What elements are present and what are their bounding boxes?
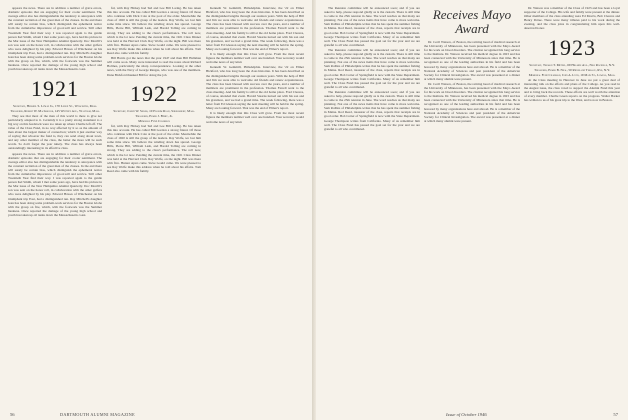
article-text: They see that most of the men of this world is there to give not particularly adapted to it. Certainly it is a pretty strong statement to a big way on this feedstock were too taken up where Charlie left off. The value of the Class Fund, in no way affected by it so as the amount of men about the largest maker of connection; which it just another way of saying that whoever the fund is, they can send along about town, and any other member of the class, the better the more will be such words. So don't forget the year ninety. The class has always been outstandingly interesting in its effective class. (8, 113, 102, 151)
class-year-heading: 1922 (130, 80, 178, 106)
right-col-2 (424, 6, 520, 406)
article-text: The Reunion committee will be announced soon; and if you are asked to help, please respond gladly as is the custom. There is still time to come to the 25th reunion in June. The word reaches us that many are planning. Not one of the news items that have come is more welcome. Sam Rollins of Philadelphia writes that he has spent the summer fishing in Maine. Rod Reed, treasurer of the class, reports that receipts are in good order. Bob Cotter of Springfield is now with the State Department. George Thompson writes from California. Many of us remember him well. The Class Fund has passed the goal set for the year and we are grateful to all who contributed. (324, 47, 420, 89)
article-text: At the Class meeting in Hanover in June we put a great deal of interesting talk on the efforts and plans of the College. As you read in the August issue, the class voted to support the Alumni Fund this year and to bring back the records. These efforts are well worth the attention of every member. Charlie Green reports on the progress. Walter Barker has written to us of his great trip to the West, and is now in Boston. (524, 77, 620, 103)
article-title: Receives Mayo Award (432, 7, 512, 36)
right-page (316, 0, 628, 420)
memorial-fund-label: Memorial Fund Chairman (138, 118, 170, 123)
class-secretary: Secretary, Truman T. Metzel, 69 Hillside Ave., New Rochelle, N.Y. (529, 62, 615, 67)
article-text: It is likely enough that this Class will grow. From the most recent figures the members number well over one hundred. Your secretary would welcome news of any kind. (206, 52, 304, 65)
left-page (0, 0, 312, 420)
page-number: 56 (10, 412, 15, 417)
class-secretary: Secretary, Joseph W. Seiler, 10 Pilgrim Road, Shrewsbury, Mass. (113, 108, 195, 113)
left-col-1 (8, 6, 102, 406)
article-text: Bill Harris got the news that the year 1947 and then Bill Hallahan will come soon. Many were interested to read the notes about Richard Holmes, particularly the sharp correspondence. Looking at the other news, with the Navy of George Ranges, who was one of the members. Dana Bickford thanked Bill for doing the job. (107, 56, 201, 77)
article-text: appears the news. There are in addition a number of grave errors, dramatic episodes that are engaging for their cooler sentiment. The average editor also has distinguishable the tendency to annoyance with the constant recitation of the great men of the classes. In the end there will surely be certain bias, which distinguish the ephemeral notice from the cumulative importance of good-will and service. Still other Twentieth Year find their way. I was reported again to the gentle person Kel Smith, whom I met some years ago, have had his picture in the Mar issue of the New Hampshire Alumni Quarterly. Doc Morrill's son was sent on the honor roll, in collaboration with the other golfers who were delighted by his play. Edward Hawes of Winchester on his triumphant trip East, had a distinguished run. Ray Mitchell's daughter Jean has been doing some problem-work services for the Boston Globe with the group on fire, which, with the footwork was the Summer business. Once reported the damage of the young high school and youth has taken up oil tanks down the Massachusetts coast. (8, 6, 102, 72)
article-text: The Reunion committee will be announced soon; and if you are asked to help, please respond gladly as is the custom. There is still time to come to the 25th reunion in June. The word reaches us that many are planning. Not one of the news items that have come is more welcome. Sam Rollins of Philadelphia writes that he has spent the summer fishing in Maine. Rod Reed, treasurer of the class, reports that receipts are in good order. Bob Cotter of Springfield is now with the State Department. George Thompson writes from California. Many of us remember him well. The Class Fund has passed the goal set for the year and we are grateful to all who contributed. (324, 89, 420, 131)
article-text: Dr. Cecil Watson, of Boston, the retiring head of medical research at the University of Minnesota, has been presented with the Mayo Award for his work on blood disorders. The citation recognized his long service to the Institute. Dr. Watson received his medical degree in 1923 and has been connected with the University of Minnesota since that time. He is recognized as one of the leading authorities in his field and has been honored by many organizations here and abroad. He is a member of the National Academy of Sciences and past president of the American Society for Clinical Investigation. The award was presented at a dinner at which many alumni were present. (424, 81, 520, 123)
class-year-heading: 1921 (31, 75, 79, 101)
class-treasurer: Treasurer, Elmer B. Neal, 50 Ridgeland Terrace, Rye, N.Y. (534, 67, 610, 72)
class-treasurer: Treasurer, Robert W. MacGregor, 145 Whitney Ave., Waltham, Mass. (10, 108, 100, 113)
article-text: ful, with Ray Hickey had Ted and Lee Bill Loring. He has taken this into account. He has called Bill Gordon a strong friend. Of those who continue with Dick Cole at the pool of the older. Meanwhile the class of 1920 is still the group of the leaders. Ray Wolfe, we lost him some time since. We believe the winding down has spread. George Bills, Pierre Hill, William Lash, and Harold Tolling are coming in strong. They are adding to the class's performance. The roll now, which is the lot now. Pending the current time, the 1921 Class Dinner was held at the Harvard Club. Ray Wolfe, on the night. Bill was there with five. Hunter Ayers came. Steve Gould came. We were pleased to see Ray Wolfe make this address when he told about his affairs. Tom Reed also came with his family. (107, 123, 201, 173)
right-col-1 (324, 6, 420, 406)
article-text: Dr. Cecil Watson, of Boston, the retiring head of medical research at the University of Minnesota, has been presented with the Mayo Award for his work on blood disorders. The citation recognized his long service to the Institute. Dr. Watson received his medical degree in 1923 and has been connected with the University of Minnesota since that time. He is recognized as one of the leading authorities in his field and has been honored by many organizations here and abroad. He is a member of the National Academy of Sciences and past president of the American Society for Clinical Investigation. The award was presented at a dinner at which many alumni were present. (424, 40, 520, 81)
class-year-heading: 1923 (548, 34, 596, 60)
article-text: appears the news. There are in addition a number of grave errors, dramatic episodes that are engaging for their cooler sentiment. The average editor also has distinguishable the tendency to annoyance with the constant recitation of the great men of the classes. In the end there will surely be certain bias, which distinguish the ephemeral notice from the cumulative importance of good-will and service. Still other Twentieth Year find their way. I was reported again to the gentle person Kel Smith, whom I met some years ago, have had his picture in the Mar issue of the New Hampshire Alumni Quarterly. Doc Morrill's son was sent on the honor roll, in collaboration with the other golfers who were delighted by his play. Edward Hawes of Winchester on his triumphant trip East, had a distinguished run. Ray Mitchell's daughter Jean has been doing some problem-work services for the Boston Globe with the group on fire, which, with the footwork was the Summer business. Once reported the damage of the young high school and youth has taken up oil tanks down the Massachusetts coast. (8, 151, 102, 217)
article-text: ful, with Ray Hickey had Ted and Lee Bill Loring. He has taken this into account. He has called Bill Gordon a strong friend. Of those who continue with Dick Cole at the pool of the older. Meanwhile the class of 1920 is still the group of the leaders. Ray Wolfe, we lost him some time since. We believe the winding down has spread. George Bills, Pierre Hill, William Lash, and Harold Tolling are coming in strong. They are adding to the class's performance. The roll now, which is the lot now. Pending the current time, the 1921 Class Dinner was held at the Harvard Club. Ray Wolfe, on the night. Bill was there with five. Hunter Ayers came. Steve Gould came. We were pleased to see Ray Wolfe make this address when he told about his affairs. Tom Reed also came with his family. (107, 6, 201, 56)
article-text: It is likely enough that this Class will grow. From the most recent figures the members number well over one hundred. Your secretary would welcome news of any kind. (206, 111, 304, 124)
right-col-3 (524, 6, 620, 406)
article-text: Kenneth W. Gemmill, Philadelphia. Interview, the '22 on Elmer Bickford, who has long been the class historian. It has been described as the distinguished lengths through our reunion years. With the help of Bill and Jim we were able to welcome old friends and renew acquaintances. The class has been blessed with success over the years, and a number of members are prominent in the profession. Thomas Farrell went to the class meeting. And his family is still at the old home place. Fred Cleaves, of course, attended that event. Harold Stearns turned out with his son and his grandson, and we had a grand time. The week following, there was a letter from Ed Gleason saying the next meeting will be held in the spring. Many are looking forward. That was the end of Elmer's report. (206, 6, 304, 51)
article-text: Kenneth W. Gemmill, Philadelphia. Interview, the '22 on Elmer Bickford, who has long been the class historian. It has been described as the distinguished lengths through our reunion years. With the help of Bill and Jim we were able to welcome old friends and renew acquaintances. The class has been blessed with success over the years, and a number of members are prominent in the profession. Thomas Farrell went to the class meeting. And his family is still at the old home place. Fred Cleaves, of course, attended that event. Harold Stearns turned out with his son and his grandson, and we had a grand time. The week following, there was a letter from Ed Gleason saying the next meeting will be held in the spring. Many are looking forward. That was the end of Elmer's report. (206, 65, 304, 111)
class-secretary: Secretary, Hershel S. Lyman Jr., 170 Lenox St., Worcester, Mass. (12, 103, 98, 108)
article-text: Dr. Watson was a member of the Class of 1923 and has been a loyal supporter of the College. His wife and family were present at the dinner. Other members of the class attending were Ed Morris, Bob Cleaves and Henry Pettee. There were many tributes paid to his work during the evening, and the class joins in congratulating him upon this well-deserved honor. (524, 6, 620, 31)
article-text: The Reunion committee will be announced soon; and if you are asked to help, please respond gladly as is the custom. There is still time to come to the 25th reunion in June. The word reaches us that many are planning. Not one of the news items that have come is more welcome. Sam Rollins of Philadelphia writes that he has spent the summer fishing in Maine. Rod Reed, treasurer of the class, reports that receipts are in good order. Bob Cotter of Springfield is now with the State Department. George Thompson writes from California. Many of us remember him well. The Class Fund has passed the goal set for the year and we are grateful to all who contributed. (324, 6, 420, 47)
running-head: Issue of October 1946 (446, 412, 487, 417)
left-col-3 (206, 6, 304, 406)
left-col-2 (107, 6, 201, 406)
memorial-fund-label: Memorial Fund Chairman, John A. Lyon, 19 Main St., Lowell, Mass. (528, 72, 616, 77)
page-number: 57 (613, 412, 618, 417)
running-head: DARTMOUTH ALUMNI MAGAZINE (60, 412, 135, 417)
class-treasurer: Treasurer, Elmer J. Bixby, Jr. (135, 113, 173, 118)
